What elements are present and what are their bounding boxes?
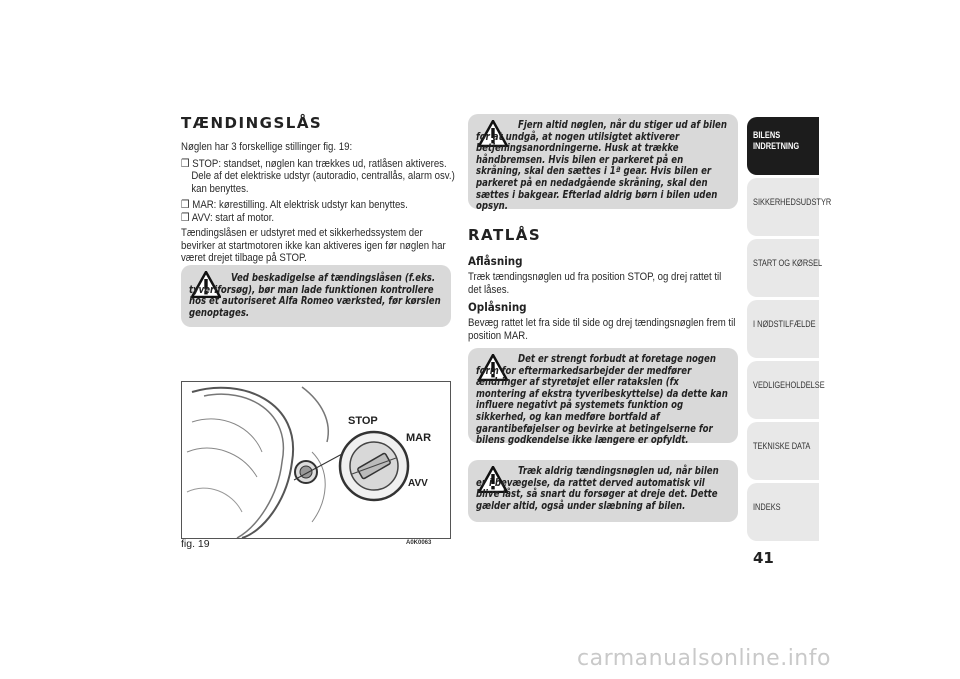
heading-taendingslaas: TÆNDINGSLÅS — [181, 114, 323, 132]
bullet-list — [181, 157, 455, 225]
warning-text-steering: Det er strengt forbudt at foretage nogen form for eftermarkedsarbejder der medfører ændringer af styretøjet eller ratakslen (fx montering af ekstra tyveribeskyttelse) da dette kan influere negativt på systemets funktion og sikkerhed, og kan medføre bortfald af garantibeføjelser og bevirke at betingelserne for bilens godkendelse ikke længere er opfyldt. — [476, 354, 728, 447]
tab-start-og-koersel[interactable] — [747, 239, 823, 297]
page-number: 41 — [753, 549, 774, 567]
label-mar: MAR — [406, 432, 432, 444]
text-aflaasning: Træk tændingsnøglen ud fra position STOP, og drej rattet til det låses. — [468, 271, 722, 296]
heading-ratlaas: RATLÅS — [468, 226, 542, 244]
tab-label: TEKNISKE DATA — [753, 441, 811, 452]
tab-label: I NØDSTILFÆLDE — [753, 319, 816, 330]
tab-label: BILENS INDRETNING — [753, 130, 800, 152]
intro-text: Nøglen har 3 forskellige stillinger fig. 19: — [181, 141, 353, 153]
ratlaas-section — [468, 226, 738, 342]
figure-caption: fig. 19 — [181, 538, 210, 550]
tab-label: VEDLIGEHOLDELSE — [753, 380, 825, 391]
body-text: Tændingslåsen er udstyret med et sikkerhedssystem der bevirker at startmotoren ikke kan aktiveres igen før nøglen har været drejet tilbage på STOP. — [181, 227, 446, 264]
bullet-stop: ❒ STOP: standset, nøglen kan trækkes ud, ratlåsen aktiveres. Dele af det elektriske udstyr (autoradio, centrallås, alarm osv.) kan benyttes. — [181, 157, 455, 195]
label-stop: STOP — [348, 415, 378, 427]
tab-tekniske-data[interactable] — [747, 422, 819, 480]
tab-label: START OG KØRSEL — [753, 258, 823, 269]
text-oplaasning: Bevæg rattet let fra side til side og drej tændingsnøglen frem til position MAR. — [468, 317, 736, 342]
figure-code: A0K0063 — [406, 540, 432, 546]
figure-ignition-switch — [181, 381, 451, 539]
left-column — [181, 114, 455, 265]
warning-box-motion — [468, 460, 738, 522]
watermark: carmanualsonline.info — [577, 646, 831, 671]
tab-label: INDEKS — [753, 502, 781, 513]
subheading-aflaasning: Aflåsning — [468, 254, 523, 268]
tab-i-noedstilfaelde[interactable] — [747, 300, 819, 358]
warning-text-motion: Træk aldrig tændingsnøglen ud, når bilen er i bevægelse, da rattet derved automatisk vil blive låst, så snart du forsøger at dreje det. Dette gælder altid, også under slæbning af bilen. — [476, 466, 719, 512]
ignition-illustration — [182, 382, 450, 538]
subheading-oplaasning: Oplåsning — [468, 300, 527, 314]
warning-box-steering — [468, 348, 738, 447]
tab-label: SIKKERHEDSUDSTYR — [753, 197, 832, 208]
warning-box-ignition — [181, 265, 451, 327]
warning-text-ignition: Ved beskadigelse af tændingslåsen (f.eks. tyveriforsøg), bør man lade funktionen kontrollere hos et autoriseret Alfa Romeo værksted, før kørslen genoptages. — [189, 273, 441, 319]
bullet-mar: ❒ MAR: kørestilling. Alt elektrisk udstyr kan benyttes. — [181, 199, 408, 211]
warning-box-key — [468, 114, 738, 213]
tab-vedligeholdelse[interactable] — [747, 361, 825, 419]
bullet-avv: ❒ AVV: start af motor. — [181, 211, 275, 224]
warning-text-key: Fjern altid nøglen, når du stiger ud af bilen for at undgå, at nogen utilsigtet aktiverer betjeningsanordningerne. Husk at trække håndbremsen. Hvis bilen er parkeret på en skråning, skal den sættes i 1ª gear. Hvis bilen er parkeret på en nedadgående skråning, skal den sættes i bakgear. Efterlad aldrig børn i bilen uden opsyn. — [476, 120, 727, 213]
tab-sikkerhedsudstyr[interactable] — [747, 178, 832, 236]
label-avv: AVV — [408, 478, 428, 489]
tab-indeks[interactable] — [747, 483, 819, 541]
tab-bilens-indretning[interactable] — [747, 117, 819, 175]
